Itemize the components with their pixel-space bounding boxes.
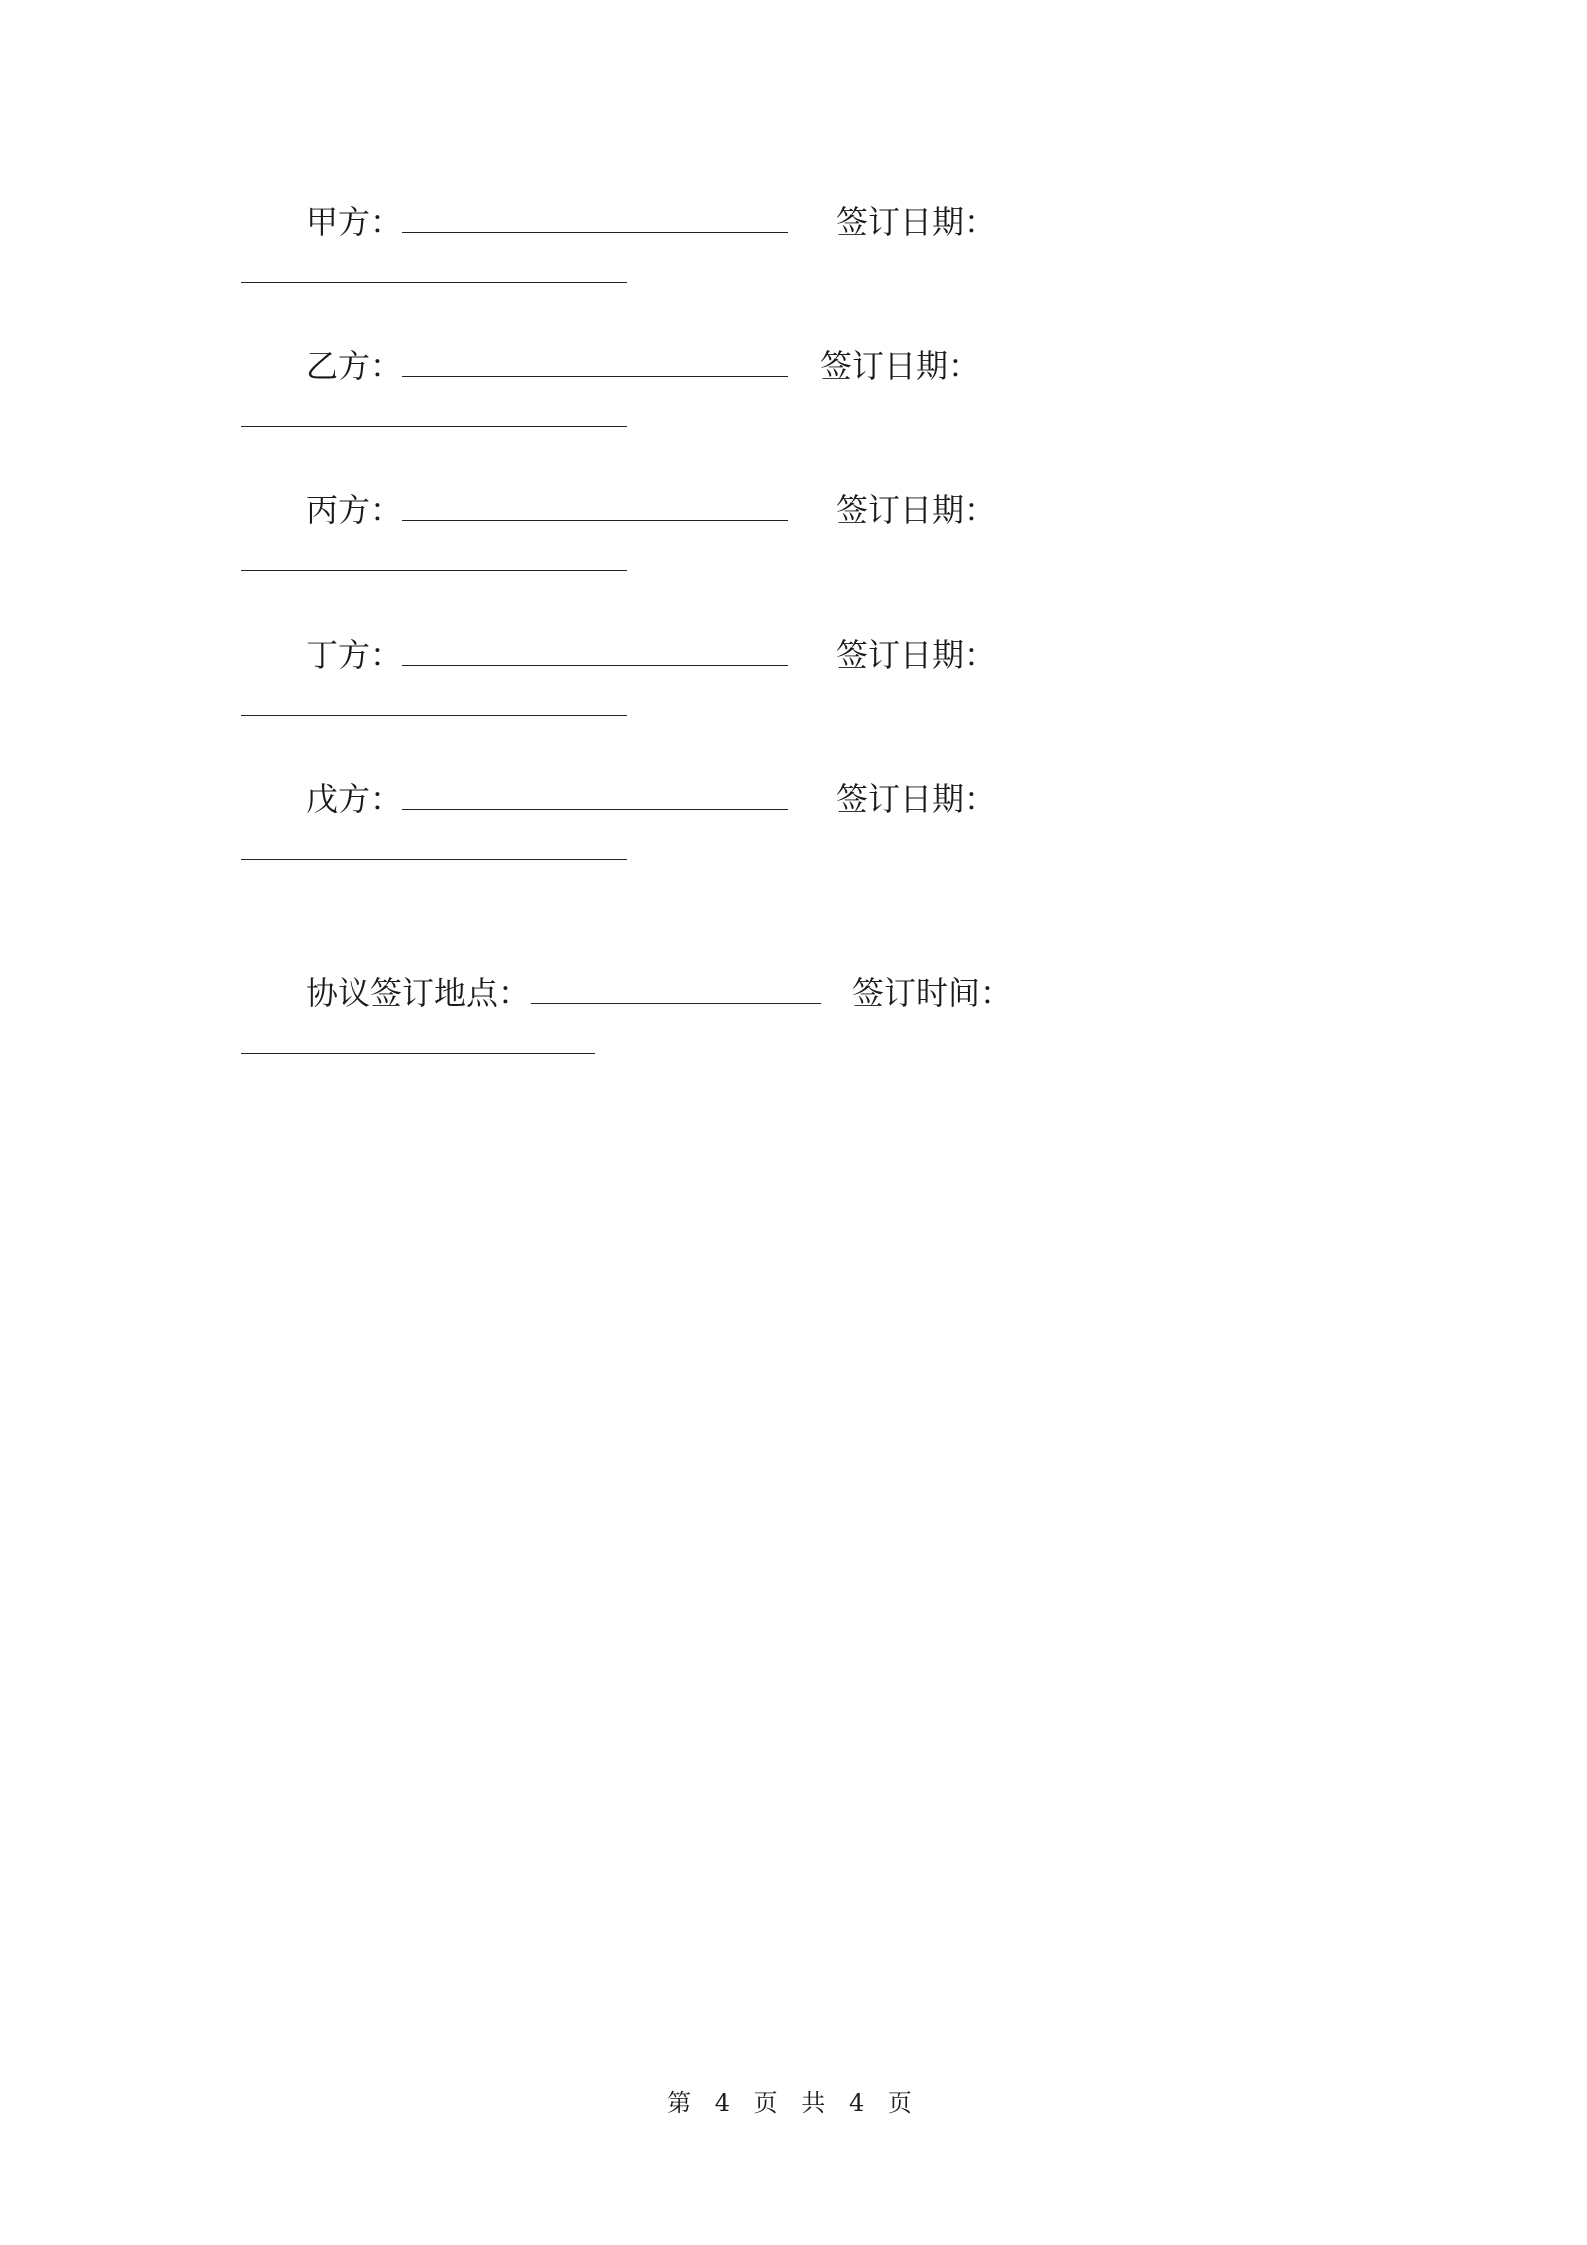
party-d-label: 丁方： — [306, 636, 403, 674]
party-b-label: 乙方： — [306, 347, 403, 385]
location-line — [531, 1003, 821, 1004]
party-c-signature-line — [402, 520, 788, 521]
page-footer: 第 4 页 共 4 页 — [667, 2089, 920, 2117]
party-d-date-label: 签订日期： — [836, 636, 997, 674]
party-e-date-label: 签订日期： — [836, 780, 997, 818]
party-a-label: 甲方： — [306, 203, 403, 241]
signing-time-label: 签订时间： — [852, 974, 1013, 1012]
signing-time-line — [241, 1053, 595, 1054]
party-e-label: 戊方： — [306, 780, 403, 818]
location-label: 协议签订地点： — [306, 974, 531, 1012]
party-b-signature-line — [402, 376, 788, 377]
party-e-date-line — [241, 859, 627, 860]
party-b-date-line — [241, 426, 627, 427]
party-c-date-line — [241, 570, 627, 571]
party-d-signature-line — [402, 665, 788, 666]
party-b-date-label: 签订日期： — [820, 347, 981, 385]
party-c-label: 丙方： — [306, 491, 403, 529]
party-d-date-line — [241, 715, 627, 716]
party-c-date-label: 签订日期： — [836, 491, 997, 529]
party-a-signature-line — [402, 232, 788, 233]
party-a-date-line — [241, 282, 627, 283]
party-a-date-label: 签订日期： — [836, 203, 997, 241]
party-e-signature-line — [402, 809, 788, 810]
